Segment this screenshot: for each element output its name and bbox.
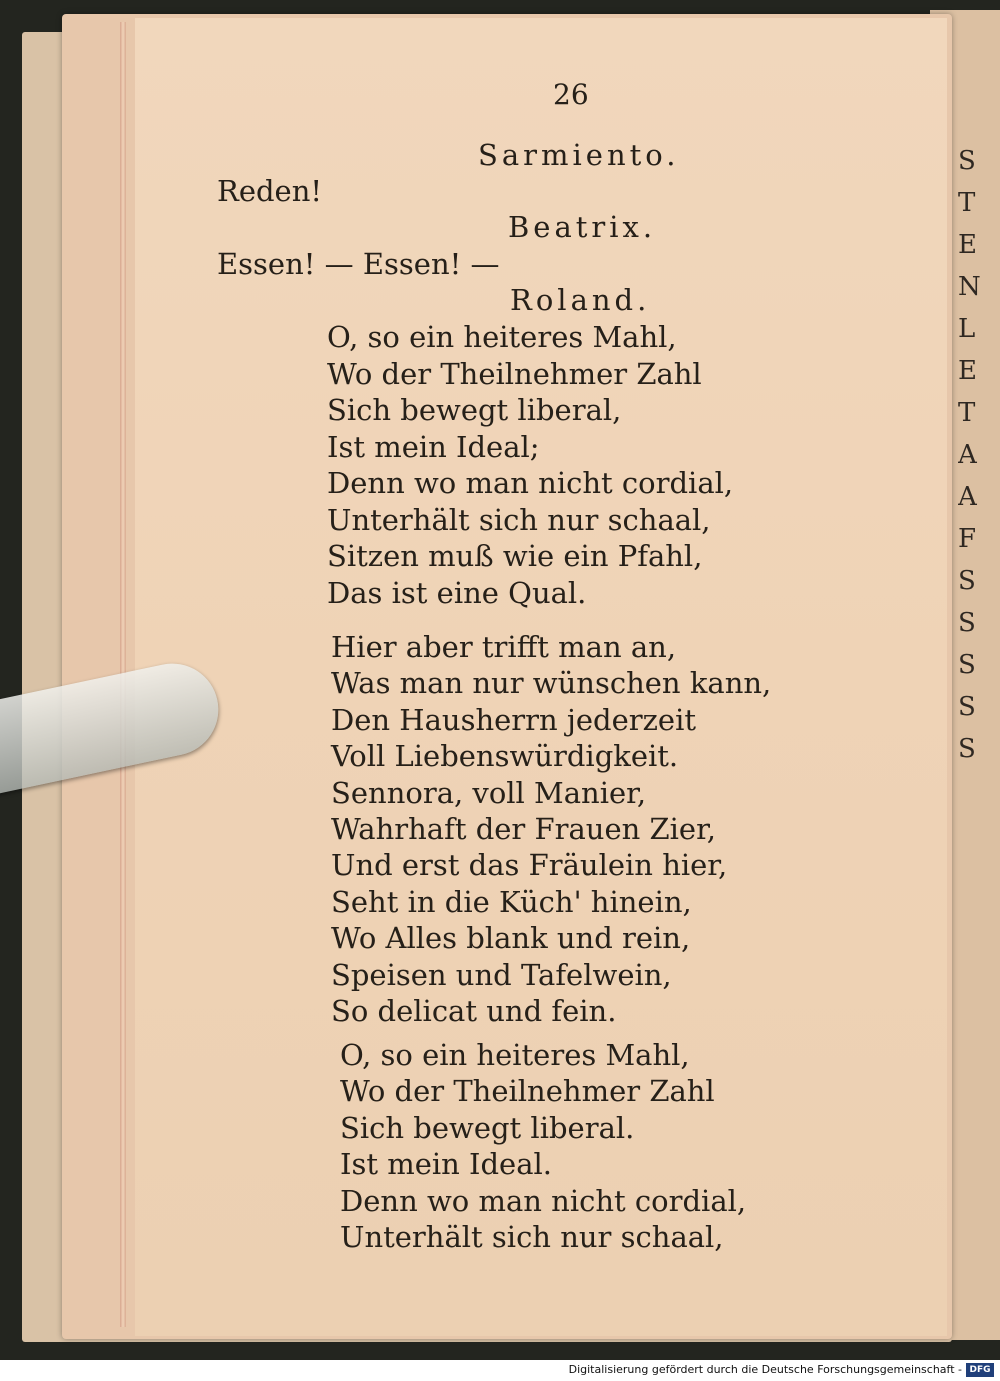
page-number: 26 <box>553 78 589 111</box>
verse-line: Hier aber trifft man an, <box>331 630 677 664</box>
verse-line: Den Hausherrn jederzeit <box>331 702 697 737</box>
verse-line: Wo der Theilnehmer Zahl <box>340 1074 715 1109</box>
next-page-letter: S <box>958 734 976 764</box>
next-page-letter: A <box>958 482 977 512</box>
next-page-letter: L <box>958 314 976 344</box>
verse-line: Das ist eine Qual. <box>327 575 587 610</box>
next-page-letter: T <box>958 188 976 218</box>
next-page-letters <box>958 140 998 780</box>
next-page-letter: S <box>958 692 976 722</box>
verse-line: Ist mein Ideal; <box>327 429 540 464</box>
verse-line: Sennora, voll Manier, <box>331 775 647 810</box>
speaker-beatrix: Beatrix. <box>508 210 657 244</box>
next-page-letter: E <box>958 356 977 386</box>
footer-credit: Digitalisierung gefördert durch die Deutsche Forschungsgemeinschaft - <box>568 1363 962 1376</box>
next-page-letter: F <box>958 524 977 554</box>
dfg-logo: DFG <box>966 1363 994 1377</box>
verse-line: Denn wo man nicht cordial, <box>340 1183 747 1218</box>
next-page-letter: S <box>958 566 976 596</box>
verse-line: Sitzen muß wie ein Pfahl, <box>327 539 703 573</box>
dialogue-line: Essen! — Essen! — <box>217 247 500 281</box>
verse-line: Und erst das Fräulein hier, <box>331 848 728 883</box>
next-page-letter: T <box>958 398 976 428</box>
verse-line: O, so ein heiteres Mahl, <box>340 1038 690 1072</box>
speaker-roland: Roland. <box>510 283 651 317</box>
verse-line: Sich bewegt liberal. <box>340 1110 635 1145</box>
verse-line: Voll Liebenswürdigkeit. <box>331 739 679 774</box>
next-page-letter: E <box>958 230 977 260</box>
next-page-letter: S <box>958 146 976 176</box>
verse-line: Unterhält sich nur schaal, <box>340 1220 724 1254</box>
verse-line: Wo der Theilnehmer Zahl <box>327 356 702 391</box>
next-page-letter: N <box>958 272 981 302</box>
next-page-letter: S <box>958 608 976 638</box>
speaker-sarmiento: Sarmiento. <box>478 138 680 172</box>
verse-line: Wahrhaft der Frauen Zier, <box>331 812 716 846</box>
verse-line: So delicat und fein. <box>331 994 617 1028</box>
verse-line: Sich bewegt liberal, <box>327 393 622 427</box>
verse-line: Speisen und Tafelwein, <box>331 957 672 992</box>
dialogue-line: Reden! <box>217 174 323 208</box>
verse-line: Seht in die Küch' hinein, <box>331 884 692 919</box>
verse-line: Denn wo man nicht cordial, <box>327 466 734 500</box>
verse-line: O, so ein heiteres Mahl, <box>327 320 677 354</box>
verse-line: Wo Alles blank und rein, <box>331 921 691 956</box>
verse-line: Ist mein Ideal. <box>340 1147 553 1182</box>
verse-line: Unterhält sich nur schaal, <box>327 502 711 537</box>
next-page-letter: A <box>958 440 977 470</box>
next-page-letter: S <box>958 650 976 680</box>
footer-bar <box>0 1360 1000 1381</box>
verse-line: Was man nur wünschen kann, <box>331 666 772 701</box>
